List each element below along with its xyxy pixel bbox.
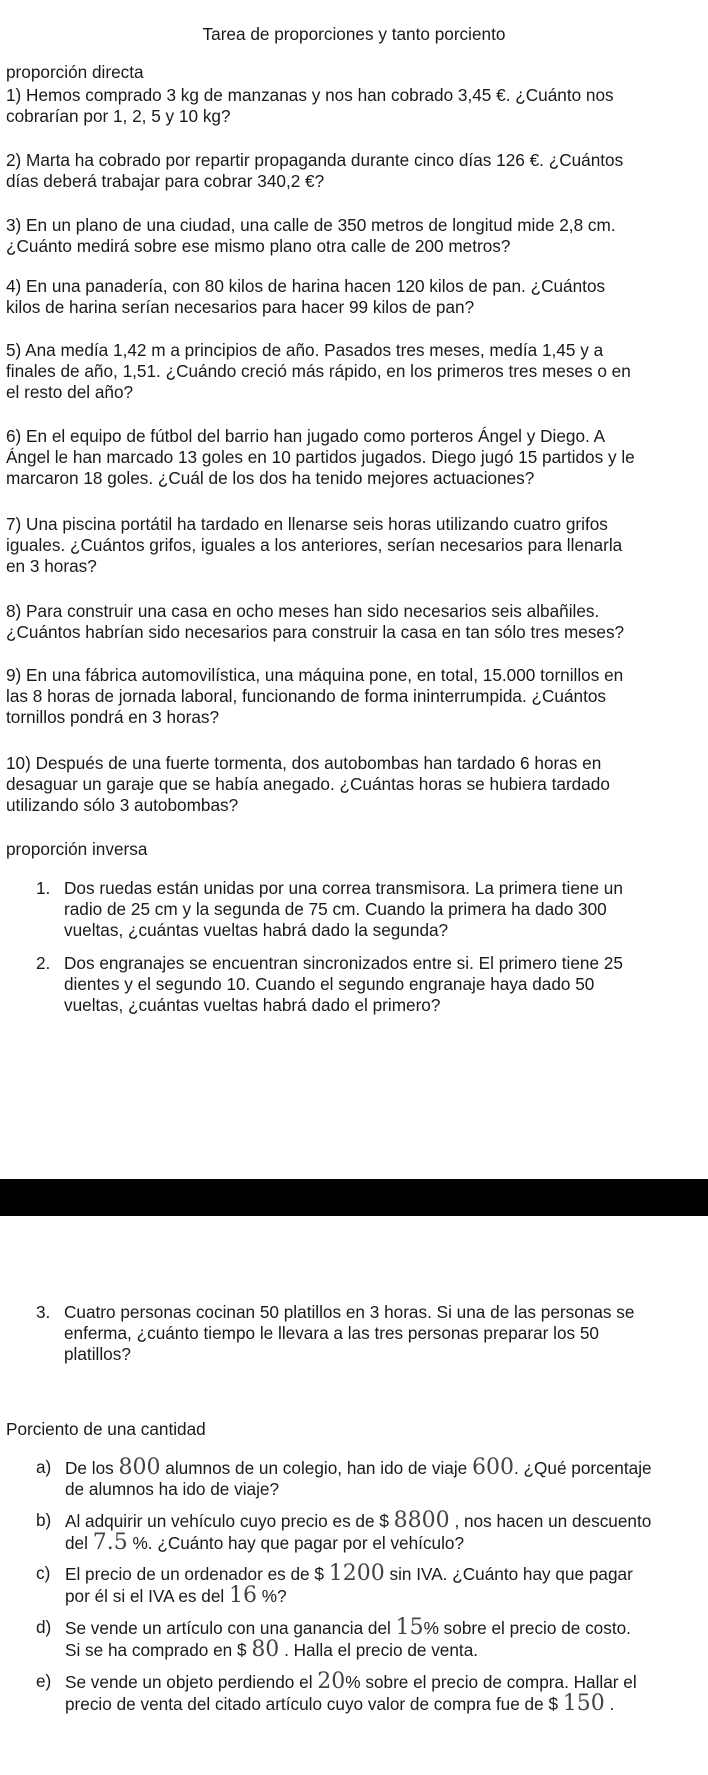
problem-line: radio de 25 cm y la segunda de 75 cm. Cuando la primera ha dado 300	[64, 899, 607, 919]
problem-line: en 3 horas?	[6, 556, 97, 576]
problem-line: 9) En una fábrica automovilística, una máquina pone, en total, 15.000 tornillos en	[6, 665, 624, 685]
problem-line: de alumnos ha ido de viaje?	[65, 1479, 280, 1499]
problem-line: iguales. ¿Cuántos grifos, iguales a los anteriores, serían necesarios para llenarla	[6, 535, 623, 555]
problem-line: enferma, ¿cuánto tiempo le llevara a las tres personas preparar los 50	[64, 1323, 599, 1343]
text-run: , nos hacen un descuento	[449, 1511, 652, 1531]
math-value: 600	[472, 1455, 514, 1480]
problem-line: 7) Una piscina portátil ha tardado en llenarse seis horas utilizando cuatro grifos	[6, 514, 608, 534]
direct-problem-6	[6, 426, 708, 489]
text-run: El precio de un ordenador es de $	[65, 1564, 329, 1584]
problem-line: platillos?	[64, 1344, 131, 1364]
problem-line: 5) Ana medía 1,42 m a principios de año. Pasados tres meses, medía 1,45 y a	[6, 340, 604, 360]
direct-problem-7	[6, 514, 708, 577]
problem-line: 8) Para construir una casa en ocho meses han sido necesarios seis albañiles.	[6, 601, 600, 621]
list-letter: d)	[36, 1617, 52, 1637]
text-run: % sobre el precio de costo.	[423, 1618, 631, 1638]
problem-line: Dos engranajes se encuentran sincronizados entre si. El primero tiene 25	[64, 953, 623, 973]
math-value: 16	[229, 1583, 258, 1608]
problem-line: kilos de harina serían necesarios para hacer 99 kilos de pan?	[6, 297, 475, 317]
text-run: sin IVA. ¿Cuánto hay que pagar	[384, 1564, 633, 1584]
problem-line: las 8 horas de jornada laboral, funcionando de forma ininterrumpida. ¿Cuántos	[6, 686, 607, 706]
text-run: por él si el IVA es del	[65, 1586, 230, 1606]
text-run: alumnos de un colegio, han ido de viaje	[160, 1458, 472, 1478]
problem-line: tornillos pondrá en 3 horas?	[6, 707, 220, 727]
direct-problem-1	[6, 85, 708, 127]
problem-line: el resto del año?	[6, 382, 134, 402]
math-value: 80	[251, 1637, 280, 1662]
list-letter: a)	[36, 1457, 52, 1477]
document-title: Tarea de proporciones y tanto porciento	[202, 24, 506, 44]
list-number: 3.	[36, 1302, 51, 1322]
problem-line: dientes y el segundo 10. Cuando el segundo engranaje haya dado 50	[64, 974, 595, 994]
direct-problem-5	[6, 340, 708, 403]
problem-line: 4) En una panadería, con 80 kilos de harina hacen 120 kilos de pan. ¿Cuántos	[6, 276, 606, 296]
section-heading-inverse: proporción inversa	[6, 839, 148, 859]
text-run: De los	[65, 1458, 119, 1478]
problem-line: marcaron 18 goles. ¿Cuál de los dos ha tenido mejores actuaciones?	[6, 468, 535, 488]
problem-line: cobrarían por 1, 2, 5 y 10 kg?	[6, 106, 231, 126]
math-value: 1200	[328, 1561, 385, 1586]
list-number: 1.	[36, 878, 51, 898]
problem-line: utilizando sólo 3 autobombas?	[6, 795, 239, 815]
text-run: . Halla el precio de venta.	[279, 1640, 479, 1660]
problem-line: ¿Cuánto medirá sobre ese mismo plano otra calle de 200 metros?	[6, 236, 511, 256]
text-run: precio de venta del citado artículo cuyo valor de compra fue de $	[65, 1694, 563, 1714]
problem-line: vueltas, ¿cuántas vueltas habrá dado el primero?	[64, 995, 441, 1015]
direct-problem-9	[6, 665, 708, 728]
text-run: %?	[257, 1586, 287, 1606]
math-value: 800	[118, 1455, 161, 1480]
problem-line: vueltas, ¿cuántas vueltas habrá dado la segunda?	[64, 920, 449, 940]
math-value: 7.5	[92, 1530, 128, 1555]
text-run: Se vende un artículo con una ganancia del	[65, 1618, 396, 1638]
problem-line: 10) Después de una fuerte tormenta, dos autobombas han tardado 6 horas en	[6, 753, 602, 773]
text-run: Si se ha comprado en $	[65, 1640, 252, 1660]
problem-line: Cuatro personas cocinan 50 platillos en 3 horas. Si una de las personas se	[64, 1302, 635, 1322]
text-run: del	[65, 1533, 93, 1553]
text-run: .	[604, 1694, 615, 1714]
list-letter: e)	[36, 1671, 52, 1691]
problem-line: 2) Marta ha cobrado por repartir propaganda durante cinco días 126 €. ¿Cuántos	[6, 150, 624, 170]
direct-problem-2	[6, 150, 708, 192]
direct-problem-4	[6, 276, 708, 318]
list-letter: b)	[36, 1510, 52, 1530]
list-letter: c)	[36, 1563, 51, 1583]
math-value: 15	[395, 1615, 424, 1640]
problem-line: finales de año, 1,51. ¿Cuándo creció más rápido, en los primeros tres meses o en	[6, 361, 631, 381]
text-run: Al adquirir un vehículo cuyo precio es de $	[65, 1511, 394, 1531]
direct-problem-3	[6, 215, 708, 257]
problem-line: Dos ruedas están unidas por una correa transmisora. La primera tiene un	[64, 878, 623, 898]
redaction-bar	[0, 1179, 708, 1216]
section-heading-percent: Porciento de una cantidad	[6, 1419, 206, 1439]
problem-line: 3) En un plano de una ciudad, una calle de 350 metros de longitud mide 2,8 cm.	[6, 215, 616, 235]
text-run: . ¿Qué porcentaje	[514, 1458, 652, 1478]
text-run: %. ¿Cuánto hay que pagar por el vehículo?	[127, 1533, 465, 1553]
problem-line: desaguar un garaje que se había anegado. ¿Cuántas horas se hubiera tardado	[6, 774, 610, 794]
problem-line: 1) Hemos comprado 3 kg de manzanas y nos han cobrado 3,45 €. ¿Cuánto nos	[6, 85, 614, 105]
problem-line: ¿Cuántos habrían sido necesarios para construir la casa en tan sólo tres meses?	[6, 622, 625, 642]
list-number: 2.	[36, 953, 51, 973]
math-value: 20	[317, 1669, 346, 1694]
math-value: 8800	[393, 1508, 450, 1533]
direct-problem-8	[6, 601, 708, 643]
problem-line: 6) En el equipo de fútbol del barrio han jugado como porteros Ángel y Diego. A	[6, 426, 606, 446]
problem-line: días deberá trabajar para cobrar 340,2 €?	[6, 171, 325, 191]
text-run: % sobre el precio de compra. Hallar el	[345, 1672, 637, 1692]
direct-problem-10	[6, 753, 708, 816]
text-run: Se vende un objeto perdiendo el	[65, 1672, 318, 1692]
section-heading-direct: proporción directa	[6, 62, 144, 82]
problem-line: Ángel le han marcado 13 goles en 10 partidos jugados. Diego jugó 15 partidos y le	[6, 447, 635, 467]
math-value: 150	[562, 1691, 605, 1716]
